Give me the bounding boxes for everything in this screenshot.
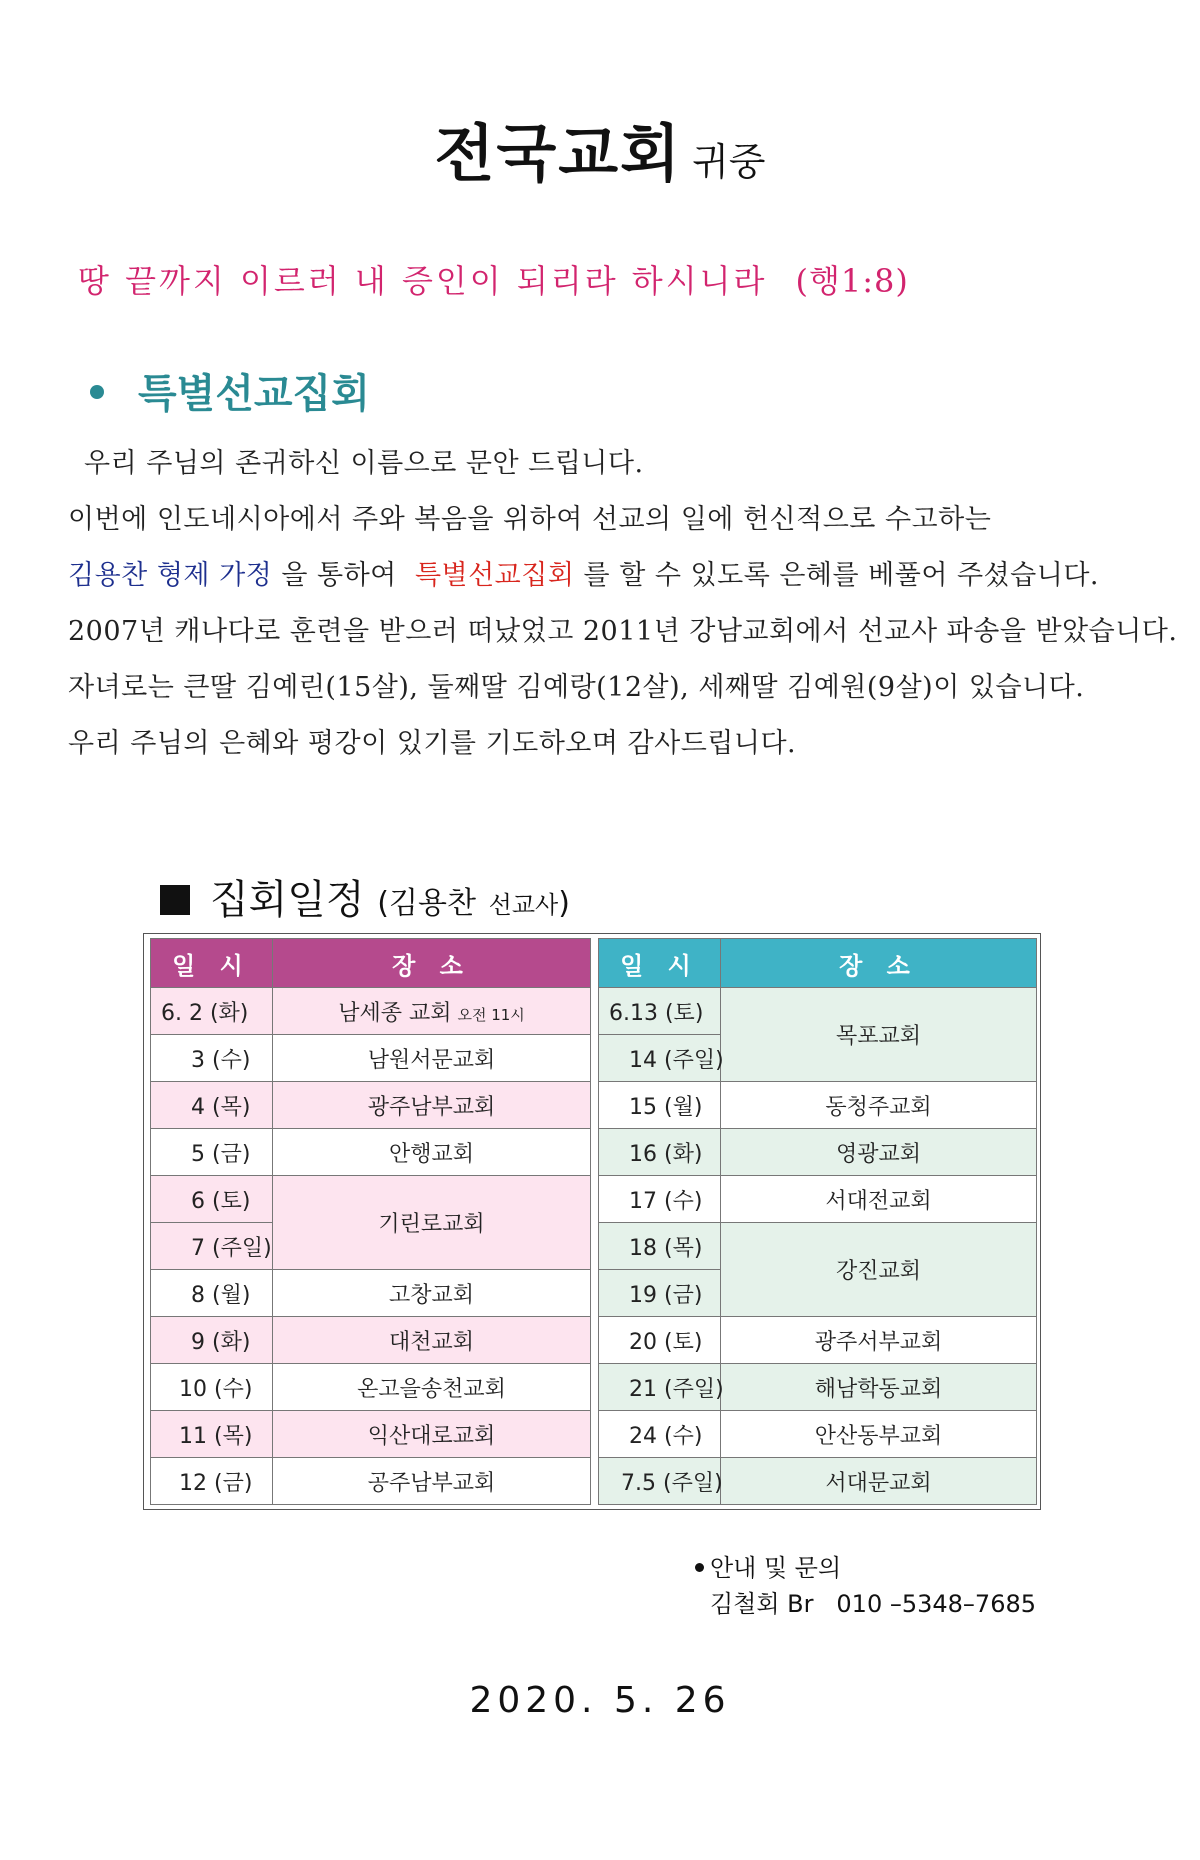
body-line-5: 자녀로는 큰딸 김예린(15살), 둘째딸 김예랑(12살), 세째딸 김예원(9살)이 있습니다.: [68, 672, 1085, 703]
place-name: 남세종 교회: [338, 1000, 452, 1026]
date-cell: 3 (수): [151, 1035, 273, 1082]
date-cell: 10 (수): [151, 1364, 273, 1411]
table-row: [599, 1411, 1037, 1458]
body-line-3: [68, 553, 1099, 592]
place-cell: 광주남부교회: [273, 1082, 591, 1129]
table-row: [599, 1458, 1037, 1505]
place-cell: 온고을송천교회: [273, 1364, 591, 1411]
place-cell: 남원서문교회: [273, 1035, 591, 1082]
section-title: 특별선교집회: [138, 371, 370, 417]
place-cell: 강진교회: [721, 1223, 1037, 1317]
place-cell: 목포교회: [721, 988, 1037, 1082]
section-heading: [90, 362, 370, 419]
contact-label: 안내 및 문의: [710, 1554, 842, 1582]
date-cell: 7.5 (주일): [599, 1458, 721, 1505]
date-cell: 6 (토): [151, 1176, 273, 1223]
place-cell: 광주서부교회: [721, 1317, 1037, 1364]
place-cell: 공주남부교회: [273, 1458, 591, 1505]
place-cell: 기린로교회: [273, 1176, 591, 1270]
schedule-title: 집회일정: [210, 877, 365, 923]
table-row: [151, 1270, 591, 1317]
date-cell: 11 (목): [151, 1411, 273, 1458]
document-date: 2020. 5. 26: [469, 1680, 731, 1721]
table-row: [151, 988, 591, 1035]
place-cell: [273, 988, 591, 1035]
header-place: 장 소: [273, 939, 591, 988]
verse-text: 땅 끝까지 이르러 내 증인이 되리라 하시니라: [78, 262, 768, 300]
date-cell: 12 (금): [151, 1458, 273, 1505]
table-row: [599, 988, 1037, 1035]
contact-info: [695, 1550, 1036, 1622]
table-row: [599, 1082, 1037, 1129]
missionary-family-name: 김용찬 형제 가정: [68, 560, 273, 591]
table-row: [151, 1035, 591, 1082]
verse-reference: (행1:8): [795, 262, 909, 300]
table-row: [151, 1458, 591, 1505]
table-row: [599, 1176, 1037, 1223]
place-cell: 안산동부교회: [721, 1411, 1037, 1458]
table-row: [151, 1129, 591, 1176]
title-suffix: 귀중: [692, 140, 766, 184]
schedule-heading: [160, 868, 570, 925]
date-cell: 5 (금): [151, 1129, 273, 1176]
contact-name: 김철회 Br: [710, 1590, 814, 1618]
date-cell: 6. 2 (화): [151, 988, 273, 1035]
paren-open: (: [377, 886, 389, 921]
document-title: [0, 104, 1200, 193]
place-cell: 동청주교회: [721, 1082, 1037, 1129]
bullet-icon: [90, 385, 104, 399]
body-line-4: 2007년 캐나다로 훈련을 받으러 떠났었고 2011년 강남교회에서 선교사 파송을 받았습니다.: [68, 616, 1178, 647]
header-place: 장 소: [721, 939, 1037, 988]
body-line-1: 우리 주님의 존귀하신 이름으로 문안 드립니다.: [84, 448, 644, 479]
date-cell: 9 (화): [151, 1317, 273, 1364]
header-date: 일 시: [151, 939, 273, 988]
body-line-3-mid: 을 통하여: [281, 560, 397, 591]
square-bullet-icon: [160, 885, 190, 915]
place-cell: 안행교회: [273, 1129, 591, 1176]
schedule-table-left: [150, 938, 591, 1505]
table-row: [599, 1317, 1037, 1364]
table-row: [151, 1364, 591, 1411]
bible-verse: [78, 256, 909, 302]
table-row: [599, 1223, 1037, 1270]
table-row: [151, 1411, 591, 1458]
place-cell: 서대전교회: [721, 1176, 1037, 1223]
contact-line: [695, 1586, 1036, 1622]
body-line-2: 이번에 인도네시아에서 주와 복음을 위하여 선교의 일에 헌신적으로 수고하는: [68, 504, 992, 535]
place-cell: 영광교회: [721, 1129, 1037, 1176]
header-date: 일 시: [599, 939, 721, 988]
date-cell: 4 (목): [151, 1082, 273, 1129]
title-main: 전국교회: [434, 117, 683, 190]
place-cell: 대천교회: [273, 1317, 591, 1364]
body-line-6: 우리 주님의 은혜와 평강이 있기를 기도하오며 감사드립니다.: [68, 728, 797, 759]
date-cell: 21 (주일): [599, 1364, 721, 1411]
table-row: [151, 1176, 591, 1223]
place-cell: 고창교회: [273, 1270, 591, 1317]
date-cell: 20 (토): [599, 1317, 721, 1364]
bullet-icon: [695, 1563, 704, 1572]
table-row: [151, 1317, 591, 1364]
schedule-missionary-role: 선교사: [488, 891, 559, 919]
date-cell: 24 (수): [599, 1411, 721, 1458]
place-cell: 익산대로교회: [273, 1411, 591, 1458]
date-cell: 17 (수): [599, 1176, 721, 1223]
table-row: [151, 1082, 591, 1129]
event-name: 특별선교집회: [414, 560, 575, 591]
date-cell: 6.13 (토): [599, 988, 721, 1035]
schedule-missionary-name: 김용찬: [389, 886, 476, 921]
body-line-3-end: 를 할 수 있도록 은혜를 베풀어 주셨습니다.: [583, 560, 1100, 591]
date-cell: 7 (주일): [151, 1223, 273, 1270]
date-cell: 19 (금): [599, 1270, 721, 1317]
date-cell: 8 (월): [151, 1270, 273, 1317]
table-row: [599, 1129, 1037, 1176]
date-cell: 16 (화): [599, 1129, 721, 1176]
place-cell: 서대문교회: [721, 1458, 1037, 1505]
paren-close: ): [558, 886, 570, 921]
date-cell: 14 (주일): [599, 1035, 721, 1082]
time-note: 오전 11시: [457, 1005, 525, 1024]
table-row: [599, 1364, 1037, 1411]
date-cell: 18 (목): [599, 1223, 721, 1270]
contact-label-line: [695, 1550, 1036, 1586]
schedule-table-right: [598, 938, 1037, 1505]
contact-phone: 010 –5348–7685: [836, 1590, 1036, 1618]
date-cell: 15 (월): [599, 1082, 721, 1129]
place-cell: 해남학동교회: [721, 1364, 1037, 1411]
